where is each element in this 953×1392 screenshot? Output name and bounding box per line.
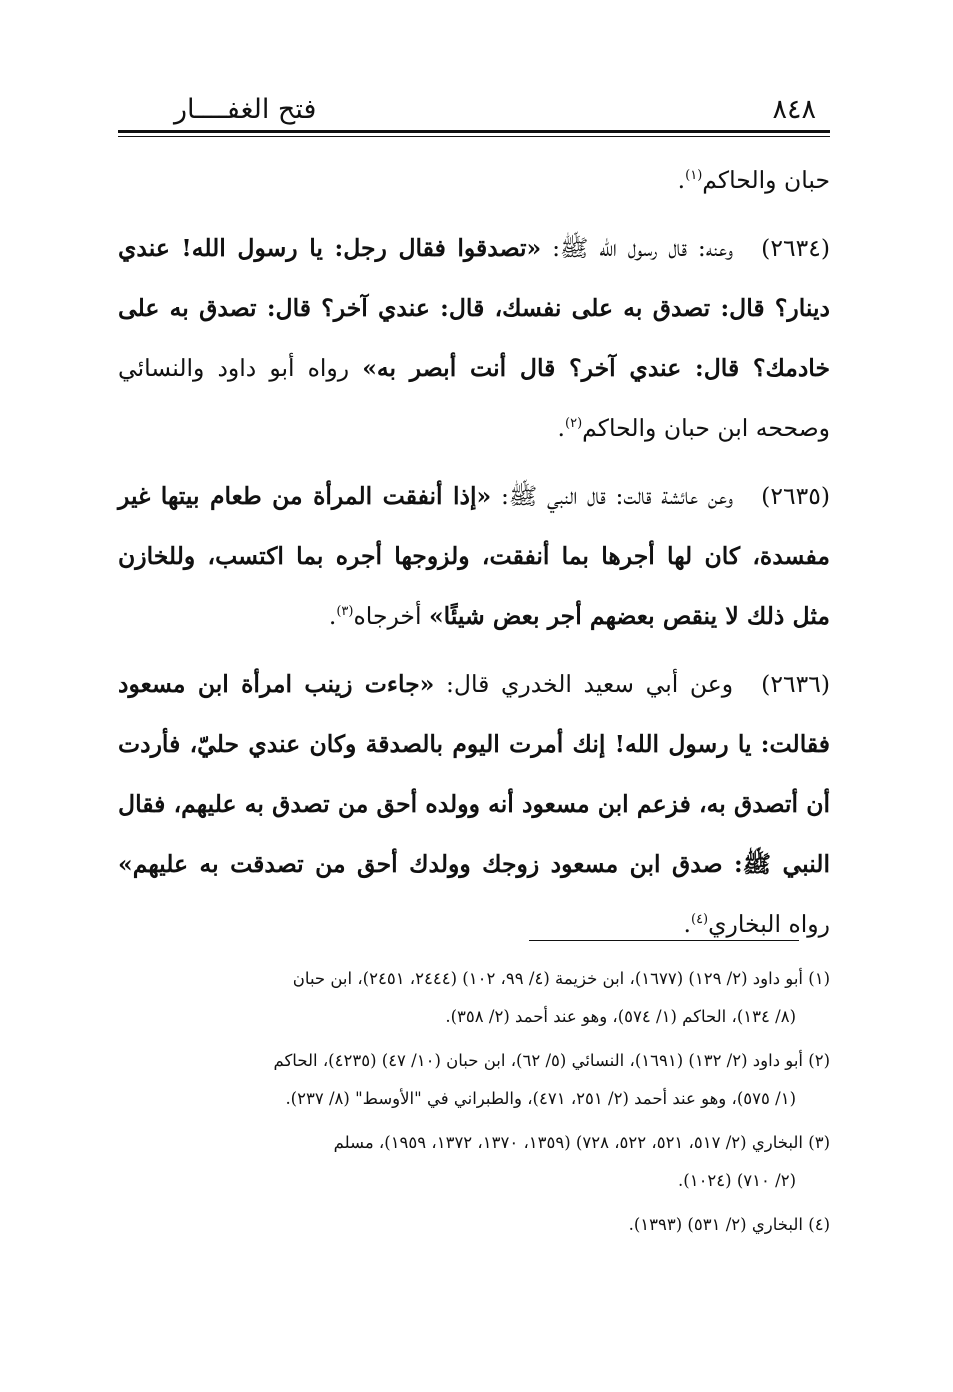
- footnote-line: (٨/ ١٣٤)، الحاكم (١/ ٥٧٤)، وهو عند أحمد (٢/ ٣٥٨).: [445, 1007, 796, 1026]
- text-run: رواه أبو داود والنسائي وصححه ابن حبان والحاكم: [118, 354, 830, 442]
- main-text: [118, 150, 830, 954]
- hadith-number: (٢٦٣٤): [761, 234, 830, 262]
- hadith-text: «إذا أنفقت المرأة من طعام بيتها غير مفسدة، كان لها أجرها بما أنفقت، ولزوجها أجره بما اكتسب، وللخازن مثل ذلك لا ينقص بعضهم أجر بعض شيئًا»: [118, 482, 830, 630]
- footnote-ref[interactable]: (٤): [690, 912, 709, 928]
- page-header: [118, 88, 830, 134]
- text-run: وعنه: قال رسول الله ﷺ:: [541, 234, 734, 262]
- text-run: أخرجاه: [353, 602, 429, 630]
- hadith-2634: [118, 218, 830, 458]
- running-title: فتح الغفــــار: [174, 94, 317, 125]
- footnote-separator: [529, 940, 799, 941]
- text-run: رواه البخاري: [708, 910, 830, 938]
- footnote-ref[interactable]: (٣): [336, 604, 354, 620]
- hadith-2635: [118, 466, 830, 646]
- footnote-3: [118, 1124, 830, 1200]
- hadith-number: (٢٦٣٥): [761, 482, 830, 510]
- text-run: .: [328, 602, 337, 630]
- page-number: ٨٤٨: [772, 94, 816, 125]
- paragraph-continuation: [118, 150, 830, 210]
- text-run: .: [557, 414, 566, 442]
- footnote-2: [118, 1042, 830, 1118]
- hadith-2636: [118, 654, 830, 954]
- footnote-line: (٤) البخاري (٢/ ٥٣١) (١٣٩٣).: [628, 1215, 830, 1234]
- text-run: حبان والحاكم: [702, 166, 830, 194]
- footnote-1: [118, 960, 830, 1036]
- text-run: .: [677, 166, 686, 194]
- header-rule-thin: [118, 136, 830, 137]
- footnotes: [118, 960, 830, 1250]
- hadith-text: «جاءت زينب امرأة ابن مسعود فقالت: يا رسول الله! إنك أمرت اليوم بالصدقة وكان عندي حليّ، فأردت أن أتصدق به، فزعم ابن مسعود أنه وولده أحق من تصدق به عليهم، فقال النبي ﷺ: صدق ابن مسعود زوجك وولدك أحق من تصدقت به عليهم»: [118, 670, 830, 878]
- footnote-ref[interactable]: (٢): [565, 416, 583, 432]
- hadith-number: (٢٦٣٦): [761, 670, 830, 698]
- footnote-line: (١) أبو داود (٢/ ١٢٩) (١٦٧٧)، ابن خزيمة (٤/ ٩٩، ١٠٢) (٢٤٤٤، ٢٤٥١)، ابن حبان: [292, 969, 830, 988]
- header-rule: [118, 130, 830, 133]
- footnote-line: (١/ ٥٧٥)، وهو عند أحمد (٢/ ٢٥١، ٤٧١)، والطبراني في "الأوسط" (٨/ ٢٣٧).: [285, 1089, 796, 1108]
- footnote-line: (٣) البخاري (٢/ ٥١٧، ٥٢١، ٥٢٢، ٧٢٨) (١٣٥٩، ١٣٧٠، ١٣٧٢، ١٩٥٩)، مسلم: [333, 1133, 830, 1152]
- footnote-line: (٢/ ٧١٠) (١٠٢٤).: [678, 1171, 796, 1190]
- text-run: .: [683, 910, 691, 938]
- footnote-4: [118, 1206, 830, 1244]
- text-run: وعن أبي سعيد الخدري قال:: [434, 670, 734, 698]
- text-run: وعن عائشة قالت: قال النبي ﷺ:: [491, 482, 734, 510]
- hadith-text: «تصدقوا فقال رجل: يا رسول الله! عندي دينار؟ قال: تصدق به على نفسك، قال: عندي آخر؟ قال: تصدق به على خادمك؟ قال: عندي آخر؟ قال أنت أبصر به»: [118, 234, 830, 382]
- footnote-ref[interactable]: (١): [685, 168, 703, 184]
- footnote-line: (٢) أبو داود (٢/ ١٣٢) (١٦٩١)، النسائي (٥/ ٦٢)، ابن حبان (١٠/ ٤٧) (٤٢٣٥)، الحاكم: [273, 1051, 830, 1070]
